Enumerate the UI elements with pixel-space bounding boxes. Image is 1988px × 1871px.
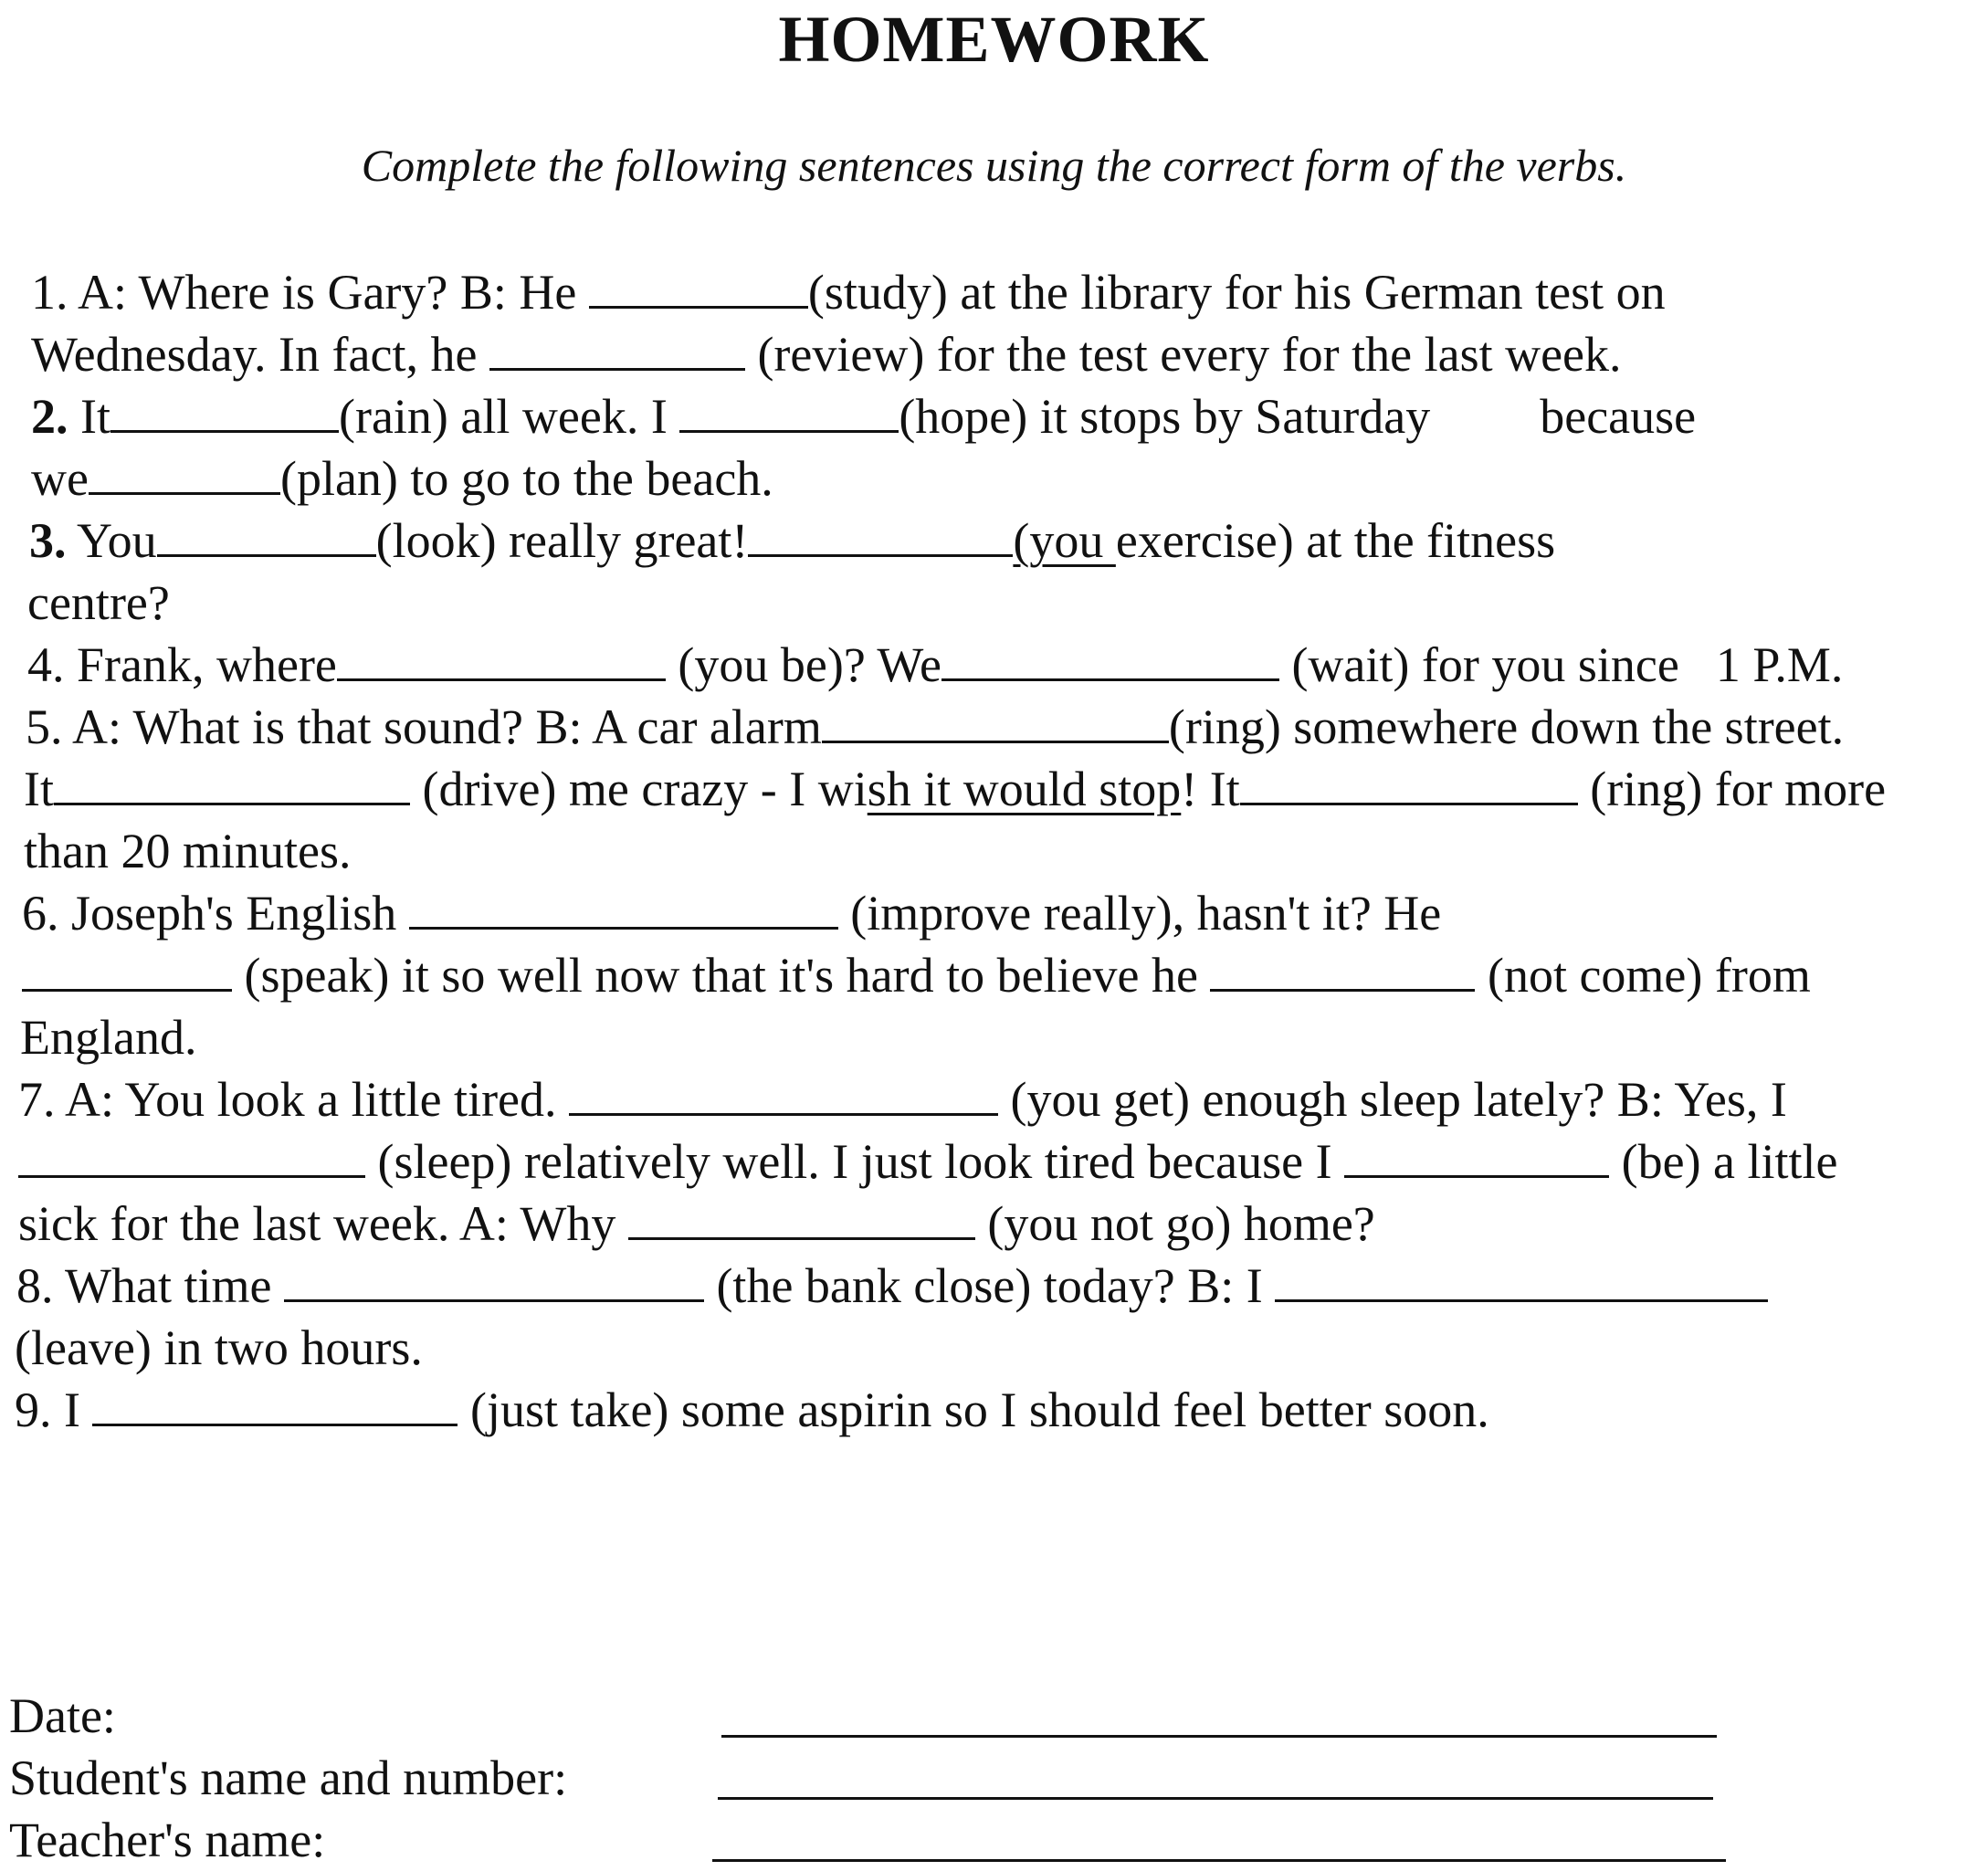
answer-blank[interactable] <box>941 636 1279 681</box>
teacher-name-line[interactable] <box>712 1859 1726 1862</box>
student-name-label: Student's name and number: <box>9 1750 568 1805</box>
question-5-line-1: 5. A: What is that sound? B: A car alarm (ring) somewhere down the street. <box>26 699 1845 754</box>
question-6-line-3: England. <box>20 1010 197 1065</box>
answer-blank[interactable] <box>569 1071 998 1116</box>
answer-blank[interactable] <box>589 264 808 309</box>
question-2-line-2: we (plan) to go to the beach. <box>31 451 773 506</box>
question-7-line-3: sick for the last week. A: Why (you not go) home? <box>18 1196 1375 1251</box>
answer-blank[interactable] <box>748 512 1013 557</box>
answer-blank[interactable] <box>337 636 666 681</box>
question-5-line-2: It (drive) me crazy - I wish it would stop! It (ring) for more <box>24 762 1887 816</box>
answer-blank[interactable] <box>822 699 1169 743</box>
question-9-line-1: 9. I (just take) some aspirin so I should feel better soon. <box>15 1382 1489 1437</box>
student-name-line[interactable] <box>718 1797 1713 1800</box>
answer-blank[interactable] <box>1210 947 1475 992</box>
answer-blank[interactable] <box>89 450 280 495</box>
answer-blank[interactable] <box>54 761 410 805</box>
question-5-line-3: than 20 minutes. <box>24 824 352 878</box>
answer-blank[interactable] <box>1344 1133 1609 1178</box>
answer-blank[interactable] <box>489 326 745 371</box>
answer-blank[interactable] <box>1240 761 1578 805</box>
question-3-line-2: centre? <box>27 575 170 630</box>
answer-blank[interactable] <box>1275 1257 1768 1302</box>
teacher-name-label: Teacher's name: <box>9 1813 326 1867</box>
question-7-line-1: 7. A: You look a little tired. (you get) enough sleep lately? B: Yes, I <box>18 1072 1787 1127</box>
date-line[interactable] <box>721 1735 1717 1738</box>
question-8-line-1: 8. What time (the bank close) today? B: I <box>16 1255 1768 1317</box>
answer-blank[interactable] <box>92 1382 458 1426</box>
question-3-line-1: 3. You (look) really great! (you exercise) at the fitness <box>29 513 1556 568</box>
answer-blank[interactable] <box>110 388 339 433</box>
question-1-line-2: Wednesday. In fact, he (review) for the test every for the last week. <box>31 327 1622 382</box>
answer-blank[interactable] <box>284 1257 704 1302</box>
question-6-line-2: (speak) it so well now that it's hard to believe he (not come) from <box>22 944 1811 1006</box>
question-6-line-1: 6. Joseph's English (improve really), hasn't it? He <box>22 886 1442 941</box>
instruction-text: Complete the following sentences using the correct form of the verbs. <box>361 140 1627 191</box>
question-8-line-2: (leave) in two hours. <box>15 1320 423 1375</box>
answer-blank[interactable] <box>18 1133 365 1178</box>
question-7-line-2: (sleep) relatively well. I just look tired because I (be) a little <box>18 1130 1838 1193</box>
question-4-line-1: 4. Frank, where (you be)? We (wait) for you since 1 P.M. <box>27 637 1844 692</box>
answer-blank[interactable] <box>679 388 899 433</box>
answer-blank[interactable] <box>157 512 376 557</box>
answer-blank[interactable] <box>628 1195 975 1240</box>
question-2-line-1: 2. It (rain) all week. I (hope) it stops by Saturday because <box>31 389 1697 444</box>
date-label: Date: <box>9 1688 116 1743</box>
question-1-line-1: 1. A: Where is Gary? B: He (study) at the library for his German test on <box>31 265 1666 320</box>
page-title: HOMEWORK <box>778 3 1210 76</box>
answer-blank[interactable] <box>409 885 838 930</box>
answer-blank[interactable] <box>22 947 232 992</box>
